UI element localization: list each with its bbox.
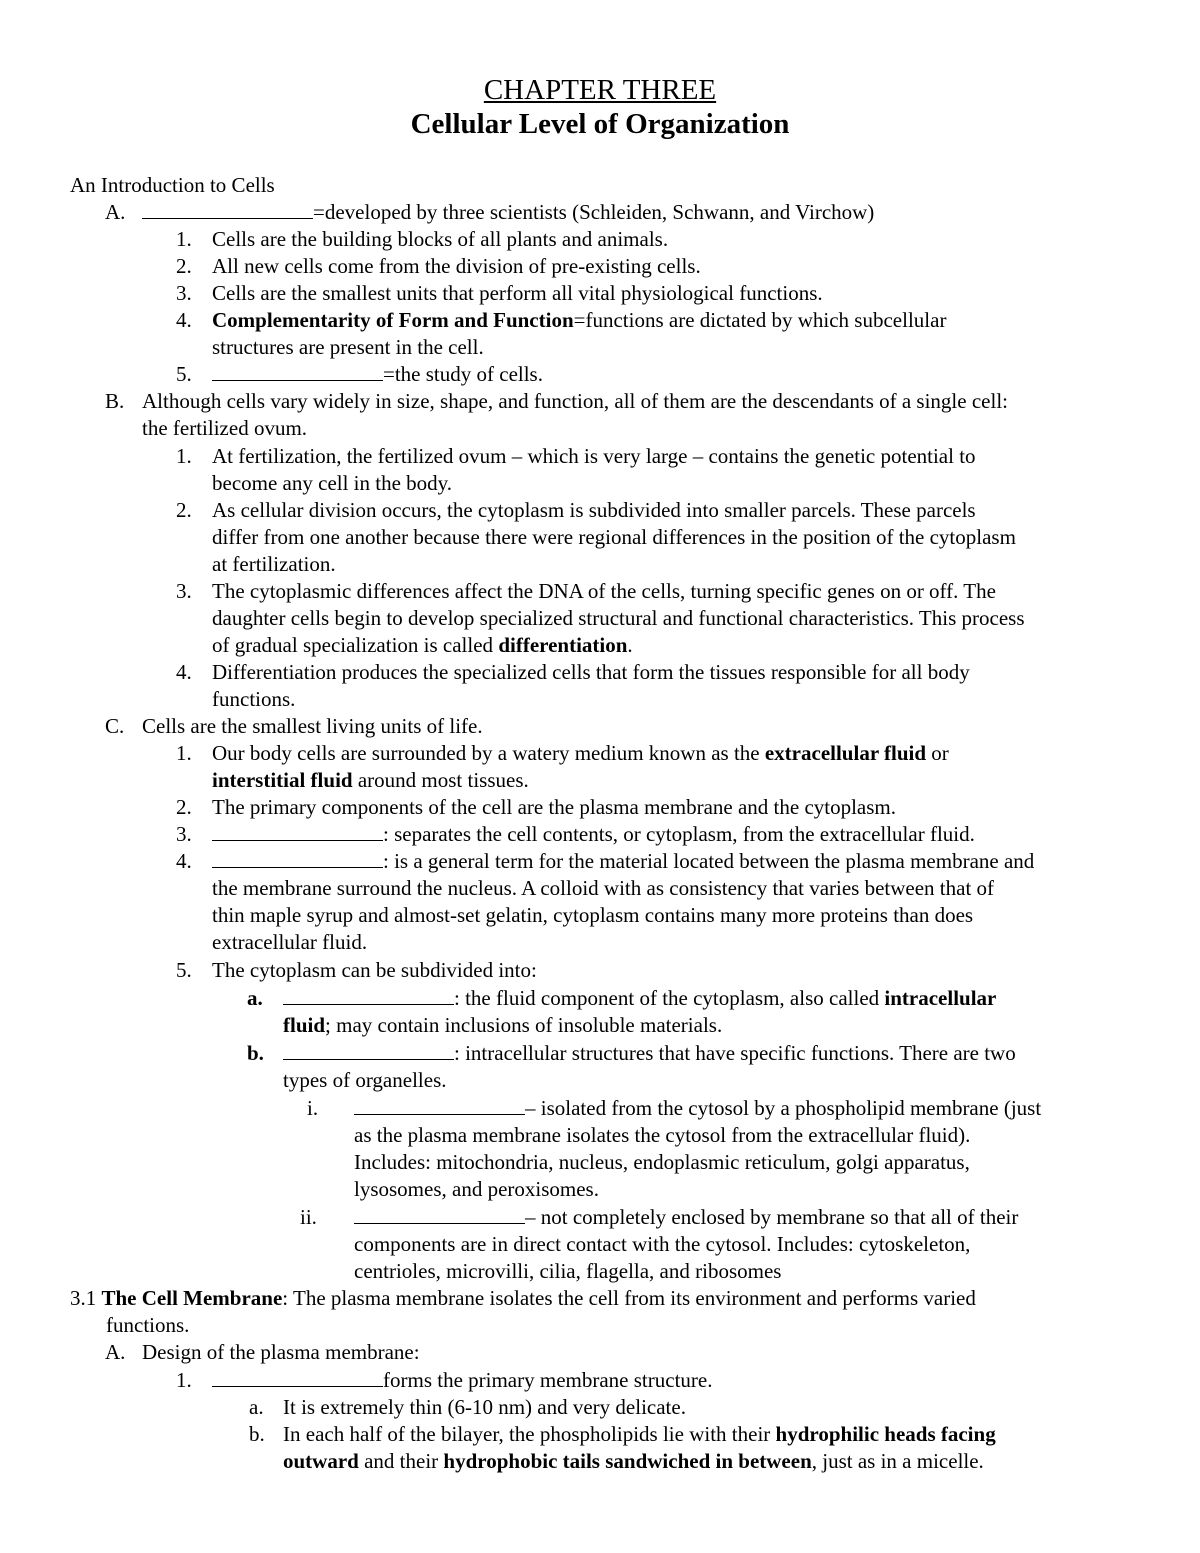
outline-marker: 2. <box>176 795 192 819</box>
outline-item-continued <box>212 767 529 794</box>
section-number: 3.1 <box>70 1286 102 1310</box>
item-text: , just as in a micelle. <box>811 1449 984 1473</box>
bold-term: extracellular fluid <box>764 741 927 765</box>
outline-marker: B. <box>105 389 125 413</box>
fill-in-blank <box>354 1205 525 1224</box>
item-text: – not completely enclosed by membrane so that all of their <box>525 1205 1019 1229</box>
chapter-heading: CHAPTER THREE <box>483 74 717 106</box>
outline-item-continued <box>283 1448 984 1475</box>
item-text: : is a general term for the material located between the plasma membrane and <box>383 849 1035 873</box>
item-text: around most tissues. <box>352 768 529 792</box>
outline-item: The primary components of the cell are the plasma membrane and the cytoplasm. <box>212 795 897 819</box>
outline-item-continued: Includes: mitochondria, nucleus, endoplasmic reticulum, golgi apparatus, <box>354 1150 970 1174</box>
outline-marker: A. <box>105 1340 126 1364</box>
item-text: : intracellular structures that have specific functions. There are two <box>454 1041 1016 1065</box>
item-text: : the fluid component of the cytoplasm, also called <box>454 986 885 1010</box>
fill-in-blank <box>212 362 383 381</box>
outline-item-continued: functions. <box>212 687 296 711</box>
outline-marker: 4. <box>176 660 192 684</box>
outline-item-continued: types of organelles. <box>283 1068 447 1092</box>
outline-item: All new cells come from the division of pre-existing cells. <box>212 254 701 278</box>
outline-marker: C. <box>105 714 125 738</box>
outline-item-continued: at fertilization. <box>212 552 336 576</box>
outline-item: At fertilization, the fertilized ovum – which is very large – contains the genetic potential to <box>212 444 976 468</box>
fill-in-blank <box>212 1368 383 1387</box>
outline-item-continued <box>212 632 633 659</box>
outline-marker: 5. <box>176 362 192 386</box>
outline-item: Cells are the building blocks of all plants and animals. <box>212 227 669 251</box>
outline-marker: A. <box>105 200 126 224</box>
outline-item-C: Cells are the smallest living units of life. <box>142 714 483 738</box>
outline-item-continued: the fertilized ovum. <box>142 416 308 440</box>
item-text: Our body cells are surrounded by a watery medium known as the <box>212 741 765 765</box>
section-heading-3-1 <box>70 1285 976 1312</box>
outline-item <box>212 307 946 334</box>
item-text: of gradual specialization is called <box>212 633 499 657</box>
outline-marker: 1. <box>176 1368 192 1392</box>
outline-marker: a. <box>249 1395 264 1419</box>
outline-item <box>212 848 1034 875</box>
outline-item-A <box>142 199 874 226</box>
bold-term: Complementarity of Form and Function <box>212 308 574 332</box>
outline-marker: 3. <box>176 281 192 305</box>
outline-subitem <box>283 1421 996 1448</box>
outline-subitem <box>283 1040 1016 1067</box>
outline-item <box>212 740 949 767</box>
outline-marker: 2. <box>176 254 192 278</box>
outline-marker: 2. <box>176 498 192 522</box>
outline-marker: b. <box>249 1422 265 1446</box>
fill-in-blank <box>283 986 454 1005</box>
item-text: : The plasma membrane isolates the cell from its environment and performs varied <box>282 1286 976 1310</box>
outline-item-continued: lysosomes, and peroxisomes. <box>354 1177 599 1201</box>
bold-term: hydrophilic heads facing <box>775 1422 996 1446</box>
item-text: ; may contain inclusions of insoluble materials. <box>325 1013 723 1037</box>
item-text: : separates the cell contents, or cytoplasm, from the extracellular fluid. <box>383 822 975 846</box>
outline-marker: 1. <box>176 444 192 468</box>
outline-item-continued: structures are present in the cell. <box>212 335 484 359</box>
bold-term: hydrophobic tails sandwiched in between <box>443 1449 812 1473</box>
section-title: The Cell Membrane <box>101 1286 283 1310</box>
outline-item-continued: become any cell in the body. <box>212 471 453 495</box>
item-text: and their <box>358 1449 444 1473</box>
bold-term: intracellular <box>884 986 997 1010</box>
outline-marker: i. <box>307 1096 319 1120</box>
outline-item-continued: as the plasma membrane isolates the cytosol from the extracellular fluid). <box>354 1123 971 1147</box>
item-text: In each half of the bilayer, the phospholipids lie with their <box>283 1422 776 1446</box>
outline-item <box>212 821 975 848</box>
outline-marker: 1. <box>176 227 192 251</box>
bold-term: fluid <box>283 1013 326 1037</box>
outline-item-continued: extracellular fluid. <box>212 930 368 954</box>
fill-in-blank <box>354 1096 525 1115</box>
outline-marker: b. <box>247 1041 264 1065</box>
outline-item: The cytoplasm can be subdivided into: <box>212 958 537 982</box>
outline-item: Cells are the smallest units that perform all vital physiological functions. <box>212 281 823 305</box>
outline-marker: 1. <box>176 741 192 765</box>
outline-item-A: Design of the plasma membrane: <box>142 1340 420 1364</box>
outline-marker: 3. <box>176 579 192 603</box>
outline-item-continued: differ from one another because there were regional differences in the position of the cytoplasm <box>212 525 1016 549</box>
outline-item: The cytoplasmic differences affect the DNA of the cells, turning specific genes on or off. The <box>212 579 996 603</box>
outline-marker: 4. <box>176 849 192 873</box>
item-text: forms the primary membrane structure. <box>383 1368 713 1392</box>
fill-in-blank <box>212 849 383 868</box>
outline-item-continued <box>283 1012 722 1039</box>
item-text: =developed by three scientists (Schleiden, Schwann, and Virchow) <box>313 200 875 224</box>
outline-marker: a. <box>247 986 263 1010</box>
outline-item-continued: the membrane surround the nucleus. A colloid with as consistency that varies between that of <box>212 876 995 900</box>
outline-item: As cellular division occurs, the cytoplasm is subdivided into smaller parcels. These parcels <box>212 498 976 522</box>
bold-term: outward <box>283 1449 359 1473</box>
outline-roman-item <box>354 1204 1018 1231</box>
outline-item: Differentiation produces the specialized cells that form the tissues responsible for all body <box>212 660 970 684</box>
item-text: =the study of cells. <box>383 362 543 386</box>
fill-in-blank <box>142 200 313 219</box>
fill-in-blank <box>212 822 383 841</box>
item-text: =functions are dictated by which subcellular <box>573 308 947 332</box>
outline-item-continued: daughter cells begin to develop specialized structural and functional characteristics. This process <box>212 606 1025 630</box>
bold-term: differentiation <box>498 633 628 657</box>
outline-marker: 4. <box>176 308 192 332</box>
outline-item-continued: centrioles, microvilli, cilia, flagella, and ribosomes <box>354 1259 782 1283</box>
chapter-title: Cellular Level of Organization <box>410 108 790 140</box>
outline-subitem: It is extremely thin (6-10 nm) and very delicate. <box>283 1395 686 1419</box>
outline-marker: ii. <box>300 1205 317 1229</box>
item-text: . <box>627 633 633 657</box>
outline-item <box>212 361 543 388</box>
item-text: or <box>926 741 949 765</box>
outline-marker: 3. <box>176 822 192 846</box>
outline-subitem <box>283 985 996 1012</box>
section-heading-intro: An Introduction to Cells <box>70 173 275 197</box>
outline-item <box>212 1367 712 1394</box>
outline-item-continued: functions. <box>106 1313 190 1337</box>
outline-item-continued: thin maple syrup and almost-set gelatin, cytoplasm contains many more proteins than does <box>212 903 974 927</box>
fill-in-blank <box>283 1041 454 1060</box>
bold-term: interstitial fluid <box>212 768 353 792</box>
outline-roman-item <box>354 1095 1041 1122</box>
outline-marker: 5. <box>176 958 192 982</box>
outline-item-B: Although cells vary widely in size, shape, and function, all of them are the descendants of a single cell: <box>142 389 1008 413</box>
item-text: – isolated from the cytosol by a phospholipid membrane (just <box>525 1096 1042 1120</box>
outline-item-continued: components are in direct contact with the cytosol. Includes: cytoskeleton, <box>354 1232 971 1256</box>
